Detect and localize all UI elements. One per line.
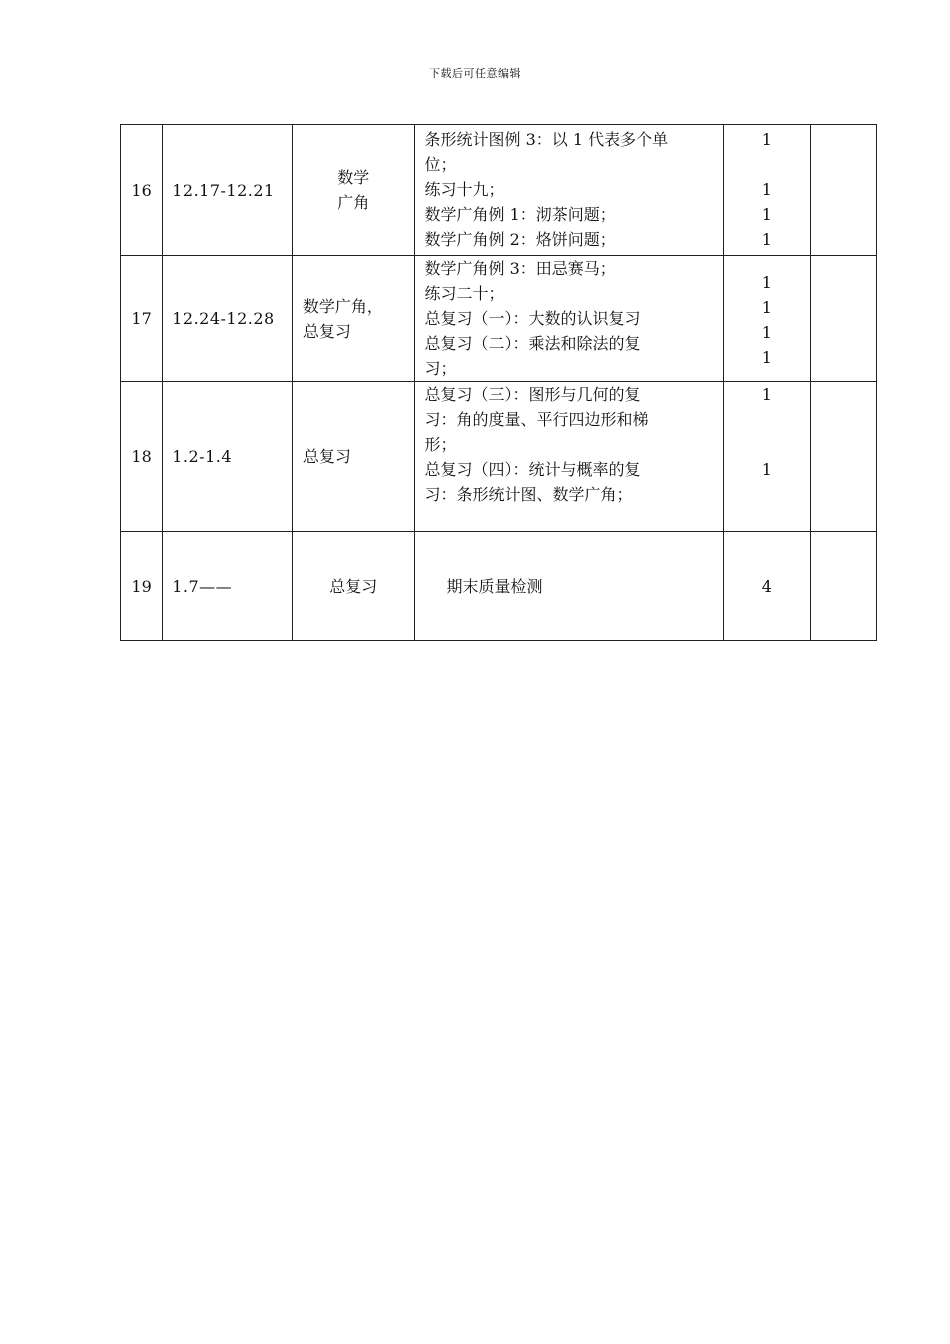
week-cell: 17	[121, 256, 163, 382]
hours-value: 4	[761, 576, 772, 596]
hours-cell	[724, 532, 810, 641]
hours-value	[724, 152, 809, 177]
unit-cell	[292, 532, 414, 641]
hours-cell	[724, 382, 810, 532]
note-cell	[810, 532, 876, 641]
content-line: 总复习（四）：统计与概率的复	[424, 460, 641, 479]
unit-cell	[292, 125, 414, 256]
content-line: 数学广角例 3：田忌赛马；	[424, 259, 616, 278]
hours-value: 1	[761, 273, 772, 292]
content-cell	[414, 532, 724, 641]
week-cell: 19	[121, 532, 163, 641]
content-line: 习；	[424, 359, 457, 378]
hours-value: 1	[761, 230, 772, 249]
date-cell: 12.17-12.21	[163, 125, 293, 256]
hours-cell	[724, 125, 810, 256]
teaching-plan-table	[120, 124, 877, 641]
unit-line: 总复习	[302, 447, 351, 466]
week-cell: 18	[121, 382, 163, 532]
content-cell	[414, 256, 724, 382]
note-cell	[810, 125, 876, 256]
table-row	[121, 382, 877, 532]
unit-line: 数学广角，	[302, 296, 383, 316]
hours-value: 1	[761, 205, 772, 224]
unit-line: 广角	[337, 193, 370, 212]
unit-line: 数学	[337, 168, 370, 187]
content-line: 位；	[424, 155, 457, 174]
unit-line: 总复习	[329, 576, 378, 596]
unit-cell	[292, 256, 414, 382]
note-cell	[810, 382, 876, 532]
content-line: 形；	[424, 435, 457, 454]
hours-cell	[724, 256, 810, 382]
content-line: 习：条形统计图、数学广角；	[424, 485, 633, 504]
unit-cell	[292, 382, 414, 532]
table-row	[121, 256, 877, 382]
content-line: 数学广角例 1：沏茶问题；	[424, 205, 616, 224]
hours-value: 1	[761, 348, 772, 367]
hours-value: 1	[761, 180, 772, 199]
content-line: 练习十九；	[424, 180, 505, 199]
hours-value: 1	[761, 385, 772, 404]
content-line: 总复习（一）：大数的认识复习	[424, 309, 641, 328]
note-cell	[810, 256, 876, 382]
content-line: 练习二十；	[424, 284, 505, 303]
content-line: 习：角的度量、平行四边形和梯	[424, 410, 649, 429]
table-row	[121, 532, 877, 641]
date-cell: 1.2-1.4	[163, 382, 293, 532]
date-cell: 1.7——	[163, 532, 293, 641]
page-header: 下载后可任意编辑	[429, 67, 521, 80]
content-cell	[414, 382, 724, 532]
table-row	[121, 125, 877, 256]
content-cell	[414, 125, 724, 256]
content-line: 期末质量检测	[446, 576, 543, 596]
content-line: 总复习（二）：乘法和除法的复	[424, 334, 641, 353]
week-cell: 16	[121, 125, 163, 256]
hours-value: 1	[761, 130, 772, 149]
hours-value: 1	[761, 323, 772, 342]
content-line: 总复习（三）：图形与几何的复	[424, 385, 641, 404]
hours-value	[724, 407, 809, 432]
hours-value: 1	[761, 460, 772, 479]
content-line: 条形统计图例 3：以 1 代表多个单	[424, 130, 669, 149]
hours-value: 1	[761, 298, 772, 317]
hours-value	[724, 432, 809, 457]
content-line: 数学广角例 2：烙饼问题；	[424, 230, 616, 249]
date-cell: 12.24-12.28	[163, 256, 293, 382]
unit-line: 总复习	[302, 321, 351, 341]
